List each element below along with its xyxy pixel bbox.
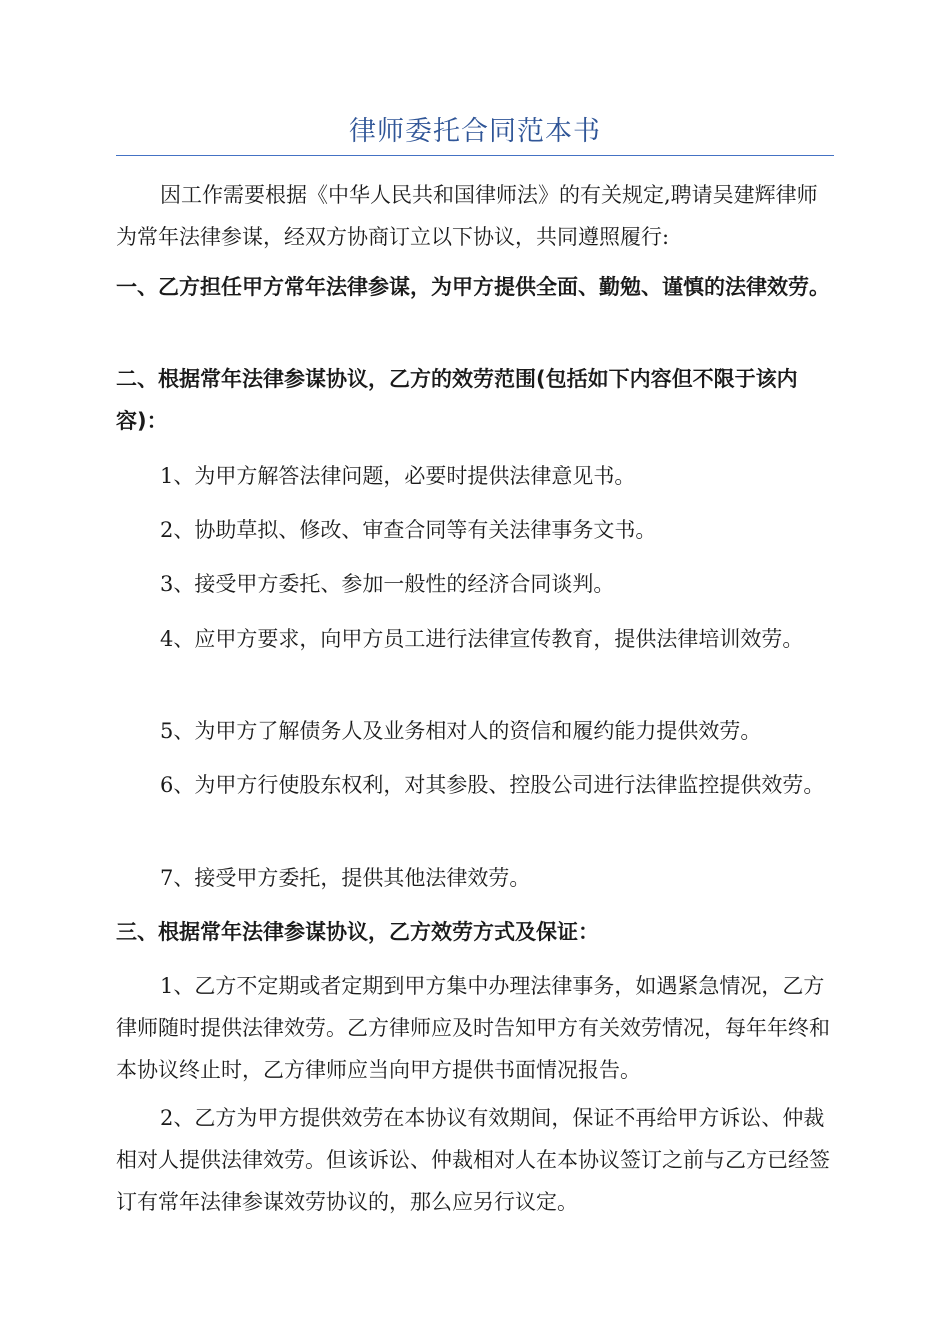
list-item: 2、乙方为甲方提供效劳在本协议有效期间，保证不再给甲方诉讼、仲裁相对人提供法律效劳。但该诉讼、仲裁相对人在本协议签订之前与乙方已经签订有常年法律参谋效劳协议的，那么应另行议定。	[116, 1106, 830, 1214]
list-item: 2、协助草拟、修改、审查合同等有关法律事务文书。	[160, 518, 657, 542]
title-underline	[116, 155, 834, 156]
list-item: 1、乙方不定期或者定期到甲方集中办理法律事务，如遇紧急情况，乙方律师随时提供法律效劳。乙方律师应及时告知甲方有关效劳情况，每年年终和本协议终止时，乙方律师应当向甲方提供书面情况报告。	[116, 974, 830, 1082]
list-item: 6、为甲方行使股东权利，对其参股、控股公司进行法律监控提供效劳。	[160, 773, 825, 797]
list-item: 1、为甲方解答法律问题，必要时提供法律意见书。	[160, 464, 636, 488]
section-heading-3: 三、根据常年法律参谋协议，乙方效劳方式及保证：	[116, 920, 599, 944]
section-heading-2: 二、根据常年法律参谋协议，乙方的效劳范围(包括如下内容但不限于该内容)：	[116, 367, 798, 433]
list-item: 5、为甲方了解债务人及业务相对人的资信和履约能力提供效劳。	[160, 719, 762, 743]
list-item: 3、接受甲方委托、参加一般性的经济合同谈判。	[160, 572, 615, 596]
section-heading-1: 一、乙方担任甲方常年法律参谋，为甲方提供全面、勤勉、谨慎的法律效劳。	[116, 275, 830, 299]
list-item: 4、应甲方要求，向甲方员工进行法律宣传教育，提供法律培训效劳。	[160, 627, 804, 651]
document-title: 律师委托合同范本书	[349, 116, 601, 147]
list-item: 7、接受甲方委托，提供其他法律效劳。	[160, 866, 531, 890]
intro-paragraph: 因工作需要根据《中华人民共和国律师法》的有关规定,聘请吴建辉律师为常年法律参谋，经双方协商订立以下协议，共同遵照履行:	[116, 183, 818, 249]
